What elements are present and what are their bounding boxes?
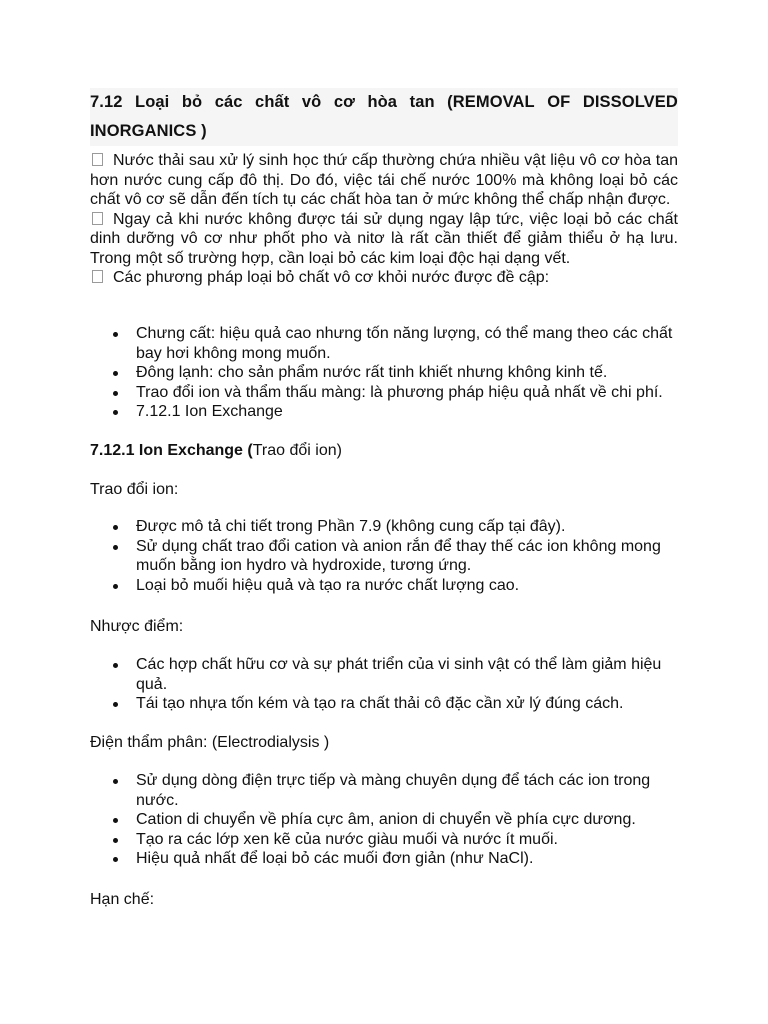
bullet-icon xyxy=(113,332,118,337)
heading-word: DISSOLVED xyxy=(582,93,678,111)
bullet-icon xyxy=(113,391,118,396)
bullet-icon xyxy=(113,410,118,415)
intro-paragraph: Ngay cả khi nước không được tái sử dụng ngay lập tức, việc loại bỏ các chất dinh dưỡng vô cơ như phốt pho và nitơ là rất cần thiết để giảm thiểu ở hạ lưu. Trong một số trường hợp, cần loại bỏ các kim loại độc hại dạng vết. xyxy=(90,210,678,267)
heading-word: bỏ xyxy=(181,93,203,111)
bullet-icon xyxy=(113,838,118,843)
list-item: Các hợp chất hữu cơ và sự phát triển của vi sinh vật có thể làm giảm hiệu quả. xyxy=(90,655,678,694)
intro-paragraph: Các phương pháp loại bỏ chất vô cơ khỏi nước được đề cập: xyxy=(90,268,678,288)
heading-word: chất xyxy=(255,93,290,111)
list-item: Trao đổi ion và thẩm thấu màng: là phương pháp hiệu quả nhất về chi phí. xyxy=(90,383,678,403)
electrodialysis-label: Điện thẩm phân: (Electrodialysis ) xyxy=(90,734,330,751)
list-item: 7.12.1 Ion Exchange xyxy=(90,402,678,422)
checkbox-square-icon xyxy=(92,212,103,225)
list-item: Sử dụng dòng điện trực tiếp và màng chuyên dụng để tách các ion trong nước. xyxy=(90,771,678,810)
bullet-icon xyxy=(113,818,118,823)
heading-word: OF xyxy=(547,93,571,111)
list-item: Đông lạnh: cho sản phẩm nước rất tinh khiết nhưng không kinh tế. xyxy=(90,363,678,383)
checkbox-square-icon xyxy=(92,270,103,283)
subsection-heading: 7.12.1 Ion Exchange (Trao đổi ion) xyxy=(90,442,342,459)
bullet-icon xyxy=(113,371,118,376)
heading-word: hòa xyxy=(367,93,398,111)
bullet-icon xyxy=(113,779,118,784)
bullet-icon xyxy=(113,584,118,589)
list-item: Tạo ra các lớp xen kẽ của nước giàu muối và nước ít muối. xyxy=(90,830,678,850)
ion-exchange-list xyxy=(90,517,678,595)
list-item: Được mô tả chi tiết trong Phần 7.9 (không cung cấp tại đây). xyxy=(90,517,678,537)
heading-word: (REMOVAL xyxy=(447,93,535,111)
list-item: Cation di chuyển về phía cực âm, anion di chuyển về phía cực dương. xyxy=(90,810,678,830)
heading-word: Loại xyxy=(135,93,170,111)
bullet-icon xyxy=(113,545,118,550)
disadvantages-label: Nhược điểm: xyxy=(90,618,184,635)
list-item: Chưng cất: hiệu quả cao nhưng tốn năng lượng, có thể mang theo các chất bay hơi không mong muốn. xyxy=(90,324,678,363)
bullet-icon xyxy=(113,857,118,862)
heading-word: cơ xyxy=(333,93,355,111)
limitations-label: Hạn chế: xyxy=(90,891,155,908)
bullet-icon xyxy=(113,663,118,668)
list-item: Hiệu quả nhất để loại bỏ các muối đơn giản (như NaCl). xyxy=(90,849,678,869)
intro-paragraphs xyxy=(90,151,678,288)
heading-line-2: INORGANICS ) xyxy=(90,122,207,140)
list-item: Sử dụng chất trao đổi cation và anion rắn để thay thế các ion không mong muốn bằng ion hydro và hydroxide, tương ứng. xyxy=(90,537,678,576)
heading-word: các xyxy=(214,93,243,111)
heading-word: 7.12 xyxy=(90,93,123,111)
section-heading xyxy=(90,88,678,146)
bullet-icon xyxy=(113,702,118,707)
heading-word: tan xyxy=(409,93,435,111)
list-item: Loại bỏ muối hiệu quả và tạo ra nước chất lượng cao. xyxy=(90,576,678,596)
checkbox-square-icon xyxy=(92,153,103,166)
disadvantages-list xyxy=(90,655,678,714)
methods-list xyxy=(90,324,678,422)
heading-word: vô xyxy=(301,93,322,111)
ion-exchange-label: Trao đổi ion: xyxy=(90,481,179,498)
heading-line-1 xyxy=(90,88,678,117)
bullet-icon xyxy=(113,525,118,530)
list-item: Tái tạo nhựa tốn kém và tạo ra chất thải cô đặc cần xử lý đúng cách. xyxy=(90,694,678,714)
intro-paragraph: Nước thải sau xử lý sinh học thứ cấp thường chứa nhiều vật liệu vô cơ hòa tan hơn nước cung cấp đô thị. Do đó, việc tái chế nước 100% mà không loại bỏ các chất vô cơ sẽ dẫn đến tích tụ các chất hòa tan ở mức không thể chấp nhận được. xyxy=(90,152,678,208)
electrodialysis-list xyxy=(90,771,678,869)
